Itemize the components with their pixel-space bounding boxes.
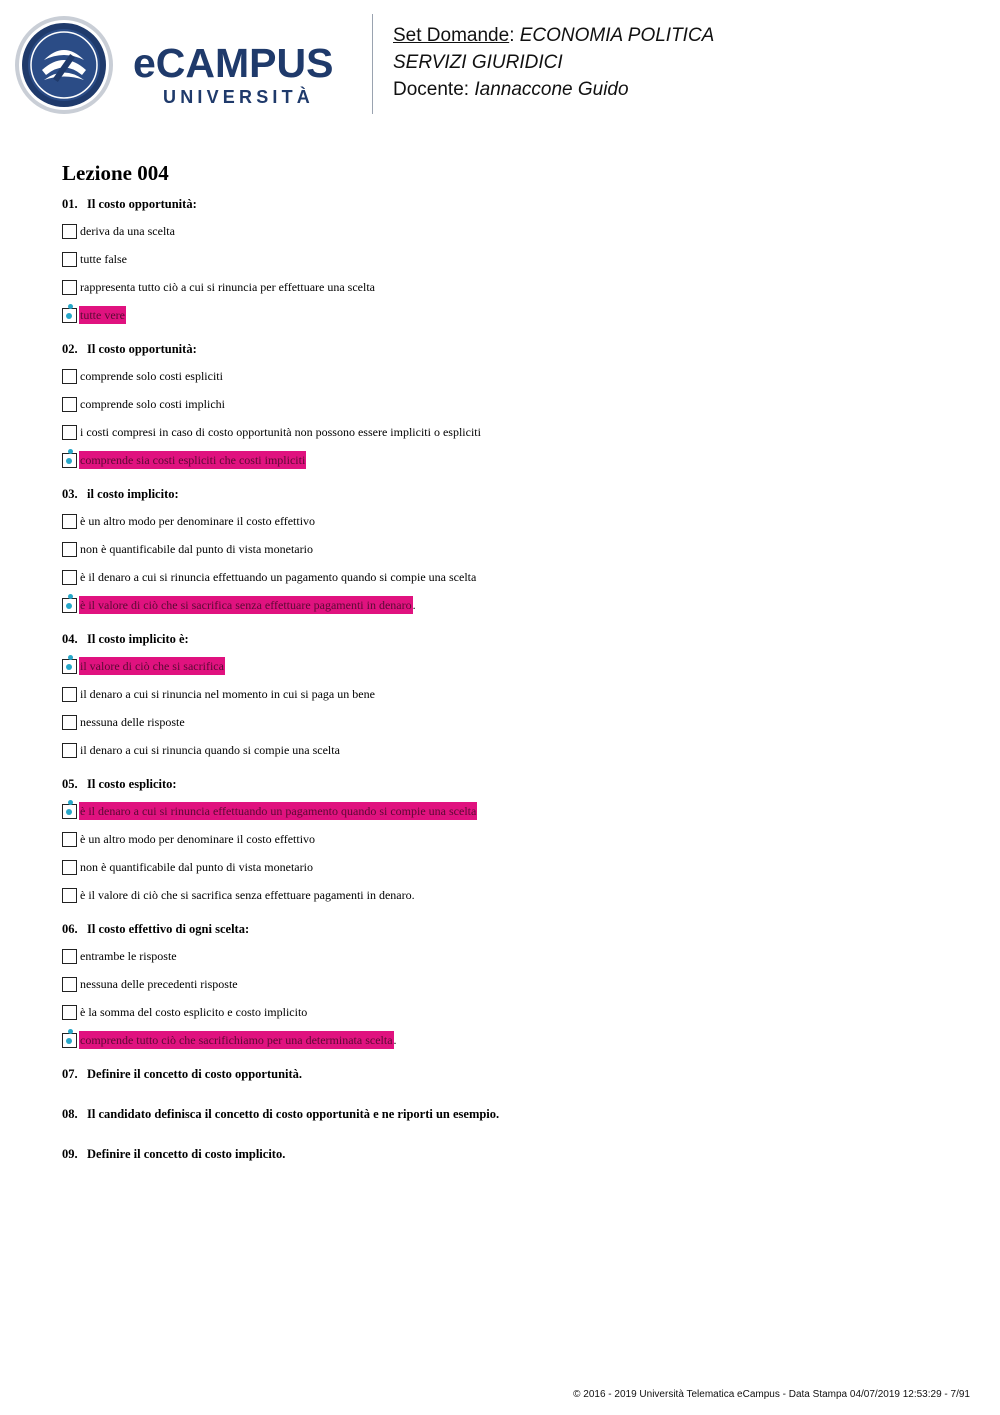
option-text: rappresenta tutto ciò a cui si rinuncia per effettuare una scelta [80, 280, 375, 294]
option-text: i costi compresi in caso di costo opportunità non possono essere impliciti o espliciti [80, 425, 481, 439]
answer-option[interactable] [62, 825, 962, 853]
question-text: Il costo opportunità: [87, 342, 197, 356]
option-text: entrambe le risposte [80, 949, 177, 963]
question-title [62, 342, 962, 357]
checkbox[interactable] [62, 659, 77, 674]
checkbox[interactable] [62, 542, 77, 557]
option-text: tutte false [80, 252, 127, 266]
question-block [62, 197, 962, 329]
checkbox[interactable] [62, 715, 77, 730]
question-block [62, 632, 962, 764]
option-text: è un altro modo per denominare il costo effettivo [80, 514, 316, 528]
option-text: è il valore di ciò che si sacrifica senza effettuare pagamenti in denaro. [80, 888, 415, 902]
teacher-label: Docente [393, 79, 464, 100]
answer-option[interactable] [62, 418, 962, 446]
option-trailing-punct: . [393, 1032, 397, 1047]
option-text: è il valore di ciò che si sacrifica senza effettuare pagamenti in denaro [80, 598, 412, 612]
question-text: Il candidato definisca il concetto di costo opportunità e ne riporti un esempio. [87, 1107, 500, 1121]
option-text: è il denaro a cui si rinuncia effettuando un pagamento quando si compie una scelta [80, 804, 477, 818]
question-block [62, 487, 962, 619]
question-block [62, 777, 962, 909]
option-text: comprende sia costi espliciti che costi impliciti [80, 453, 306, 467]
teacher-name: Iannaccone Guido [474, 79, 629, 100]
checkbox[interactable] [62, 453, 77, 468]
question-title [62, 632, 962, 647]
answer-option-correct[interactable] [62, 652, 962, 680]
answer-option[interactable] [62, 881, 962, 909]
checkbox[interactable] [62, 1005, 77, 1020]
lesson-title: Lezione 004 [62, 161, 169, 185]
answer-option[interactable] [62, 362, 962, 390]
checkbox[interactable] [62, 949, 77, 964]
answer-option[interactable] [62, 708, 962, 736]
checkbox[interactable] [62, 687, 77, 702]
answer-option-correct[interactable] [62, 591, 962, 619]
question-text: Il costo implicito è: [87, 632, 189, 646]
checkbox[interactable] [62, 224, 77, 239]
answer-option[interactable] [62, 970, 962, 998]
option-text: nessuna delle precedenti risposte [80, 977, 238, 991]
page-footer: © 2016 - 2019 Università Telematica eCampus - Data Stampa 04/07/2019 12:53:29 - 7/91 [573, 1389, 970, 1400]
question-title [62, 197, 962, 212]
question-number: 04. [62, 632, 78, 646]
answer-option-correct[interactable] [62, 1026, 962, 1054]
option-text: comprende solo costi espliciti [80, 369, 223, 383]
checkbox[interactable] [62, 888, 77, 903]
answer-option-correct[interactable] [62, 301, 962, 329]
checkbox[interactable] [62, 397, 77, 412]
question-text: il costo implicito: [87, 487, 179, 501]
answer-option[interactable] [62, 680, 962, 708]
question-title [62, 777, 962, 792]
question-number: 01. [62, 197, 78, 211]
option-trailing-punct: . [412, 597, 416, 612]
logo-wordmark: eCAMPUS [133, 40, 334, 86]
checkbox[interactable] [62, 832, 77, 847]
question-block [62, 922, 962, 1054]
open-question [62, 1107, 962, 1122]
option-text: il denaro a cui si rinuncia quando si compie una scelta [80, 743, 340, 757]
answer-option[interactable] [62, 273, 962, 301]
question-title [62, 922, 962, 937]
checkbox[interactable] [62, 514, 77, 529]
checkbox[interactable] [62, 570, 77, 585]
checkbox[interactable] [62, 1033, 77, 1048]
question-block [62, 342, 962, 474]
question-number: 05. [62, 777, 78, 791]
answer-option-correct[interactable] [62, 446, 962, 474]
open-question [62, 1147, 962, 1162]
question-text: Il costo opportunità: [87, 197, 197, 211]
checkbox[interactable] [62, 280, 77, 295]
checkbox[interactable] [62, 743, 77, 758]
answer-option-correct[interactable] [62, 797, 962, 825]
checkbox[interactable] [62, 425, 77, 440]
question-text: Definire il concetto di costo opportunità. [87, 1067, 303, 1081]
option-text: il valore di ciò che si sacrifica [80, 659, 224, 673]
question-text: Definire il concetto di costo implicito. [87, 1147, 286, 1161]
answer-option[interactable] [62, 563, 962, 591]
open-question [62, 1067, 962, 1082]
logo-subtitle: UNIVERSITÀ [163, 87, 315, 107]
answer-option[interactable] [62, 998, 962, 1026]
question-number: 08. [62, 1107, 78, 1121]
set-label: Set Domande [393, 25, 510, 46]
question-number: 07. [62, 1067, 78, 1081]
question-number: 03. [62, 487, 78, 501]
header-info: Set Domande: ECONOMIA POLITICA SERVIZI GIURIDICI Docente: Iannaccone Guido [393, 25, 715, 100]
checkbox[interactable] [62, 252, 77, 267]
question-text: Il costo effettivo di ogni scelta: [87, 922, 250, 936]
ecampus-seal-logo [14, 15, 114, 115]
checkbox[interactable] [62, 804, 77, 819]
question-text: Il costo esplicito: [87, 777, 177, 791]
set-title-line1: ECONOMIA POLITICA [519, 25, 715, 46]
option-text: è un altro modo per denominare il costo effettivo [80, 832, 316, 846]
option-text: il denaro a cui si rinuncia nel momento in cui si paga un bene [80, 687, 375, 701]
answer-option[interactable] [62, 217, 962, 245]
option-text: tutte vere [80, 308, 125, 322]
checkbox[interactable] [62, 369, 77, 384]
option-text: non è quantificabile dal punto di vista monetario [80, 860, 313, 874]
answer-option[interactable] [62, 507, 962, 535]
answer-option[interactable] [62, 942, 962, 970]
answer-option[interactable] [62, 390, 962, 418]
option-text: è il denaro a cui si rinuncia effettuando un pagamento quando si compie una scelta [80, 570, 477, 584]
checkbox[interactable] [62, 308, 77, 323]
answer-option[interactable] [62, 853, 962, 881]
header-divider [372, 14, 373, 114]
option-text: nessuna delle risposte [80, 715, 185, 729]
question-title [62, 487, 962, 502]
checkbox[interactable] [62, 977, 77, 992]
question-number: 09. [62, 1147, 78, 1161]
option-text: comprende tutto ciò che sacrifichiamo per una determinata scelta [80, 1033, 393, 1047]
question-number: 02. [62, 342, 78, 356]
checkbox[interactable] [62, 598, 77, 613]
option-text: deriva da una scelta [80, 224, 175, 238]
answer-option[interactable] [62, 736, 962, 764]
checkbox[interactable] [62, 860, 77, 875]
question-number: 06. [62, 922, 78, 936]
answer-option[interactable] [62, 535, 962, 563]
questions-list [62, 197, 962, 1187]
answer-option[interactable] [62, 245, 962, 273]
option-text: non è quantificabile dal punto di vista monetario [80, 542, 313, 556]
set-title-line2: SERVIZI GIURIDICI [393, 52, 563, 73]
option-text: è la somma del costo esplicito e costo implicito [80, 1005, 308, 1019]
option-text: comprende solo costi implichi [80, 397, 225, 411]
